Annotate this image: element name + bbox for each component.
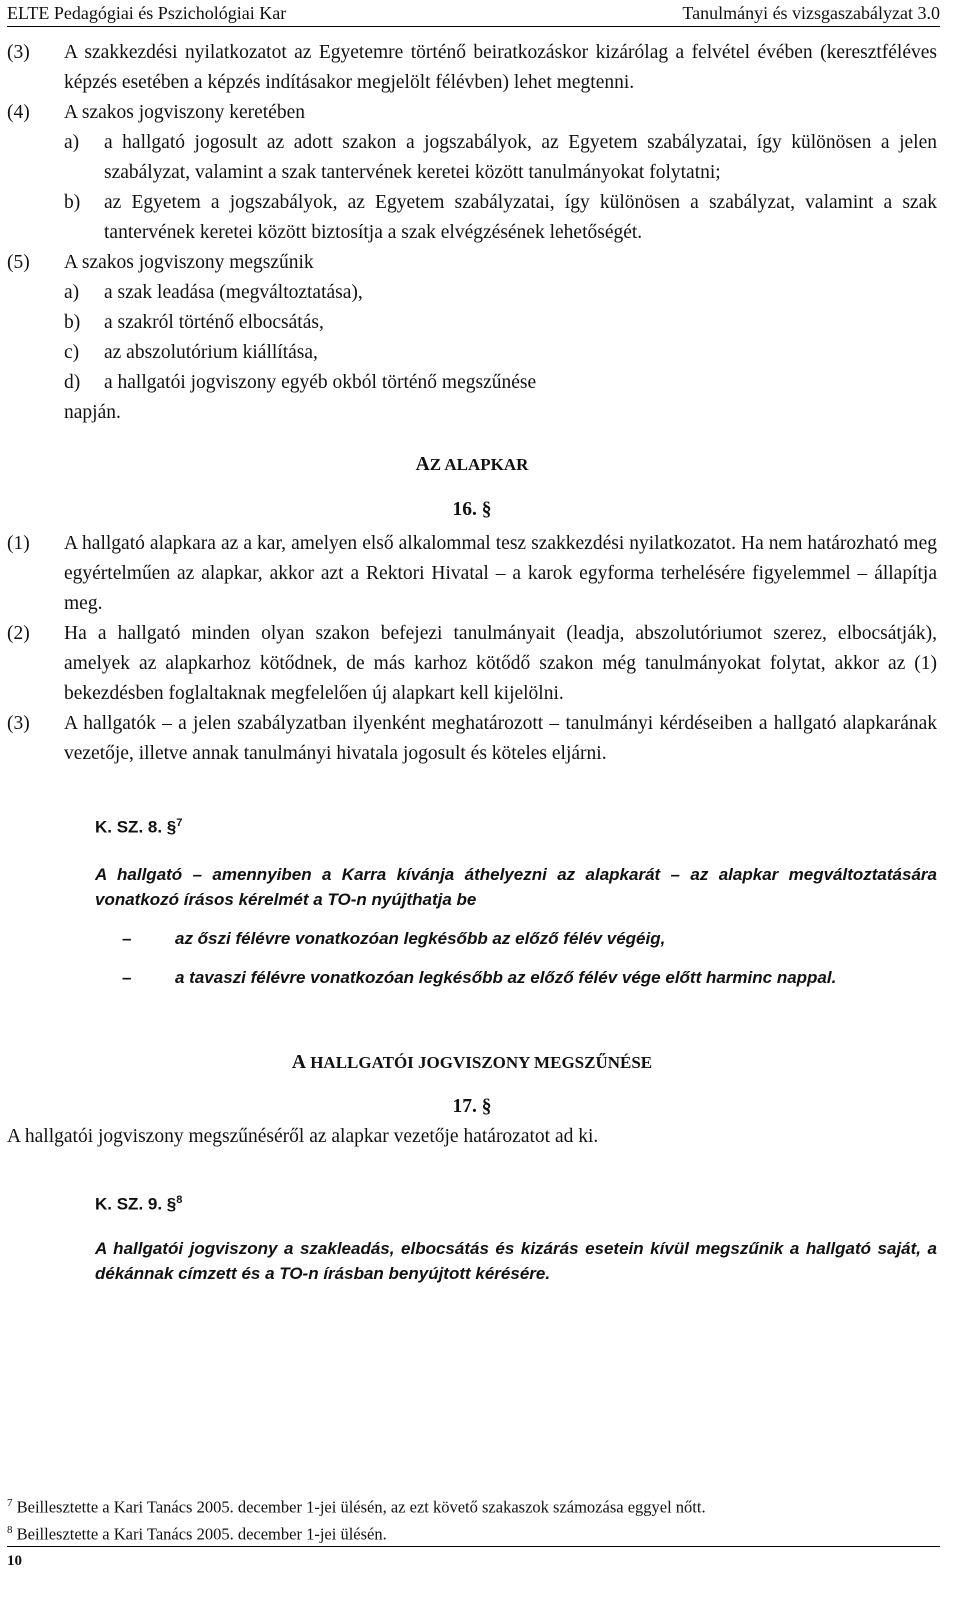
list-item-text: az őszi félévre vonatkozóan legkésőbb az előző félév végéig, bbox=[175, 928, 666, 948]
paragraph-16-1 bbox=[7, 529, 937, 619]
list-item bbox=[7, 965, 937, 990]
section-title-rest: Z ALAPKAR bbox=[429, 455, 529, 474]
list-item-text: a hallgatói jogviszony egyéb okból történő megszűnése bbox=[104, 372, 537, 393]
paragraph-sign-16: 16. § bbox=[452, 499, 492, 520]
paragraph-intro: A szakos jogviszony keretében bbox=[64, 102, 305, 123]
paragraph-3 bbox=[7, 38, 937, 98]
footnote-ref: 8 bbox=[176, 1193, 183, 1206]
paragraph-text: Ha a hallgató minden olyan szakon befejezi tanulmányait (leadja, abszolutóriumot szerez, elbocsátják), amelyek az alapkarhoz kötődnek, de más karhoz kötődő szakon még tanulmányokat folytat, akkor az (1) bekezdésben foglaltaknak megfelelően új alapkart kell kijelölni. bbox=[64, 623, 937, 704]
ksz-8-text: A hallgató – amennyiben a Karra kívánja áthelyezni az alapkarát – az alapkar megváltoztatására vonatkozó írásos kérelmét a TO-n nyújthatja be bbox=[95, 864, 937, 909]
list-item bbox=[64, 338, 937, 368]
ksz-8-heading bbox=[7, 811, 937, 840]
list-item-label: b) bbox=[64, 192, 81, 213]
paragraph-intro: A szakos jogviszony megszűnik bbox=[64, 252, 314, 273]
header-document-title: Tanulmányi és vizsgaszabályzat 3.0 bbox=[682, 3, 940, 23]
paragraph-text: A hallgató alapkara az a kar, amelyen első alkalommal tesz szakkezdési nyilatkozatot. Ha nem határozható meg egyértelműen az alapkar, akkor azt a Rektori Hivatal – a karok egyforma terhelésére figyelemmel – állapítja meg. bbox=[64, 533, 937, 614]
bullet-dash: – bbox=[122, 928, 132, 948]
list-item-text: a szakról történő elbocsátás, bbox=[104, 312, 324, 333]
ksz-9-heading bbox=[7, 1188, 937, 1217]
list-item bbox=[64, 128, 937, 188]
ksz-heading-text: K. SZ. 8. § bbox=[95, 817, 177, 837]
list-item-label: c) bbox=[64, 342, 80, 363]
footnote-text: Beillesztette a Kari Tanács 2005. december 1-jei ülésén. bbox=[16, 1524, 387, 1543]
footnote bbox=[7, 1492, 940, 1519]
paragraph-number: (3) bbox=[7, 713, 30, 734]
paragraph-number: (3) bbox=[7, 42, 30, 63]
list-item bbox=[64, 188, 937, 248]
list-item bbox=[7, 926, 937, 951]
paragraph-16-3 bbox=[7, 709, 937, 769]
paragraph-sign-17: 17. § bbox=[452, 1095, 492, 1117]
ksz-heading-text: K. SZ. 9. § bbox=[95, 1194, 177, 1214]
list-item bbox=[64, 308, 937, 338]
paragraph-4 bbox=[7, 98, 937, 248]
ksz-9-text: A hallgatói jogviszony a szakleadás, elbocsátás és kizárás esetein kívül megszűnik a hallgató saját, a dékánnak címzett és a TO-n írásban benyújtott kérésére. bbox=[95, 1239, 937, 1284]
list-item bbox=[64, 278, 937, 308]
document-body bbox=[7, 38, 937, 1286]
list-item bbox=[64, 368, 937, 398]
footnotes bbox=[7, 1492, 940, 1569]
list-item-text: a hallgató jogosult az adott szakon a jogszabályok, az Egyetem szabályzatai, így különösen a jelen szabályzat, valamint a szak tantervének keretei között tanulmányokat folytatni; bbox=[104, 132, 937, 183]
list-item-label: a) bbox=[64, 132, 80, 153]
list-item-label: a) bbox=[64, 282, 80, 303]
header-institution: ELTE Pedagógiai és Pszichológiai Kar bbox=[7, 3, 287, 23]
footnote-number: 7 bbox=[7, 1497, 13, 1509]
paragraph-text: A hallgatók – a jelen szabályzatban ilyenként meghatározott – tanulmányi kérdéseiben a hallgató alapkarának vezetője, illetve annak tanulmányi hivatala jogosult és köteles eljárni. bbox=[64, 713, 937, 764]
bullet-dash: – bbox=[122, 967, 132, 987]
paragraph-tail: napján. bbox=[64, 402, 121, 423]
paragraph-number: (1) bbox=[7, 533, 30, 554]
section-title-initial: A bbox=[291, 1051, 306, 1073]
list-item-text: az abszolutórium kiállítása, bbox=[104, 342, 318, 363]
footnote-text: Beillesztette a Kari Tanács 2005. december 1-jei ülésén, az ezt követő szakaszok számozása eggyel nőtt. bbox=[16, 1497, 706, 1517]
list-item-text: az Egyetem a jogszabályok, az Egyetem szabályzatai, így különösen a szabályzat, valamint a szak tantervének keretei között biztosítja a szak elvégzésének lehetőségét. bbox=[104, 192, 937, 243]
paragraph-number: (2) bbox=[7, 623, 30, 644]
footnote-ref: 7 bbox=[176, 817, 183, 829]
section-title-alapkar bbox=[7, 450, 937, 480]
footnote bbox=[7, 1519, 940, 1546]
footnote-number: 8 bbox=[7, 1523, 13, 1536]
list-item-text: a tavaszi félévre vonatkozóan legkésőbb az előző félév vége előtt harminc nappal. bbox=[175, 967, 837, 987]
list-item-label: b) bbox=[64, 312, 81, 333]
paragraph-17-text: A hallgatói jogviszony megszűnéséről az alapkar vezetője határozatot ad ki. bbox=[7, 1125, 599, 1147]
list-item-label: d) bbox=[64, 372, 81, 393]
paragraph-number: (4) bbox=[7, 102, 30, 123]
list-item-text: a szak leadása (megváltoztatása), bbox=[104, 282, 363, 303]
section-title-megszunes bbox=[7, 1048, 937, 1078]
paragraph-text: A szakkezdési nyilatkozatot az Egyetemre történő beiratkozáskor kizárólag a felvétel évében (keresztféléves képzés esetében a képzés indításakor megjelölt félévben) lehet megtenni. bbox=[64, 42, 937, 93]
section-title-rest: HALLGATÓI JOGVISZONY MEGSZŰNÉSE bbox=[305, 1052, 653, 1072]
paragraph-16-2 bbox=[7, 619, 937, 709]
paragraph-5 bbox=[7, 248, 937, 428]
page-number: 10 bbox=[7, 1553, 22, 1569]
page-header bbox=[7, 2, 940, 27]
footer-rule bbox=[7, 1546, 940, 1547]
section-title-initial: A bbox=[415, 454, 430, 475]
paragraph-number: (5) bbox=[7, 252, 30, 273]
